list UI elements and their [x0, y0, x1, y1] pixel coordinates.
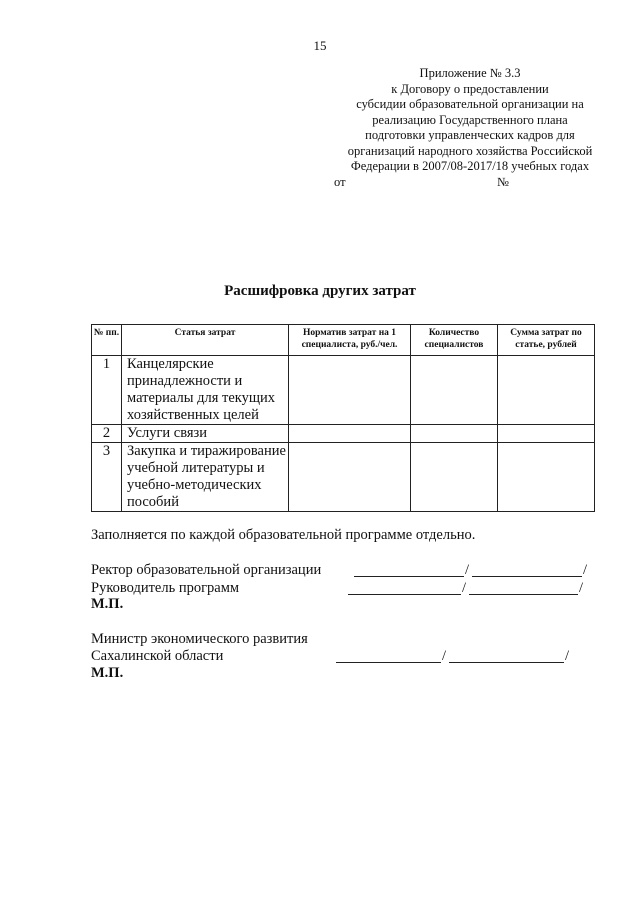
slash: /: [579, 580, 584, 596]
table-row: [92, 356, 595, 425]
rector-signature-line[interactable]: [354, 576, 464, 577]
minister-signature-row: [91, 648, 611, 666]
minister-signature-line[interactable]: [336, 662, 441, 663]
slash: /: [442, 648, 447, 664]
program-head-label: Руководитель программ: [91, 580, 240, 596]
row-norm: [289, 425, 411, 443]
rector-name-line[interactable]: [472, 576, 582, 577]
header-norm: Норматив затрат на 1 специалиста, руб./чел.: [289, 325, 411, 356]
row-norm: [289, 356, 411, 425]
appendix-from-line: [330, 175, 610, 191]
program-head-signature-row: [91, 580, 611, 598]
row-item: Канцелярские принадлежности и материалы для текущих хозяйственных целей: [122, 356, 289, 425]
from-label: от: [334, 174, 346, 189]
rector-signature-row: [91, 562, 611, 580]
header-count: Количество специалистов: [411, 325, 498, 356]
row-item: Услуги связи: [122, 425, 289, 443]
appendix-header: [330, 66, 610, 191]
rector-label: Ректор образовательной организации: [91, 562, 322, 578]
row-count: [411, 356, 498, 425]
row-num: 3: [92, 443, 122, 512]
fill-note: Заполняется по каждой образовательной программе отдельно.: [91, 527, 476, 543]
costs-table: [91, 324, 595, 512]
appendix-line: реализацию Государственного плана: [372, 112, 568, 127]
row-num: 2: [92, 425, 122, 443]
appendix-line: организаций народного хозяйства Российской: [347, 143, 593, 158]
appendix-line: подготовки управленческих кадров для: [365, 128, 575, 142]
appendix-line: Федерации в 2007/08-2017/18 учебных годах: [350, 159, 590, 173]
appendix-line: субсидии образовательной организации на: [356, 97, 584, 111]
header-sum: Сумма затрат по статье, рублей: [498, 325, 595, 356]
minister-region-label: Сахалинской области: [91, 648, 224, 664]
minister-title: Министр экономического развития: [91, 631, 308, 647]
row-sum: [498, 443, 595, 512]
number-label: №: [497, 174, 509, 189]
row-sum: [498, 425, 595, 443]
page-number: 15: [313, 38, 327, 53]
row-count: [411, 425, 498, 443]
row-count: [411, 443, 498, 512]
row-sum: [498, 356, 595, 425]
table-header-row: [92, 325, 595, 356]
program-head-name-line[interactable]: [469, 594, 578, 595]
header-num: № пп.: [92, 325, 122, 356]
minister-name-line[interactable]: [449, 662, 564, 663]
stamp-label: М.П.: [91, 596, 124, 612]
slash: /: [565, 648, 570, 664]
slash: /: [583, 562, 588, 578]
row-num: 1: [92, 356, 122, 425]
appendix-line: к Договору о предоставлении: [391, 81, 549, 96]
row-item: Закупка и тиражирование учебной литературы и учебно-методических пособий: [122, 443, 289, 512]
row-norm: [289, 443, 411, 512]
table-row: [92, 443, 595, 512]
appendix-line: Приложение № 3.3: [419, 66, 521, 80]
stamp-label: М.П.: [91, 665, 124, 681]
header-item: Статья затрат: [122, 325, 289, 356]
slash: /: [462, 580, 467, 596]
slash: /: [465, 562, 470, 578]
document-title: Расшифровка других затрат: [224, 283, 416, 299]
program-head-signature-line[interactable]: [348, 594, 461, 595]
table-row: [92, 425, 595, 443]
